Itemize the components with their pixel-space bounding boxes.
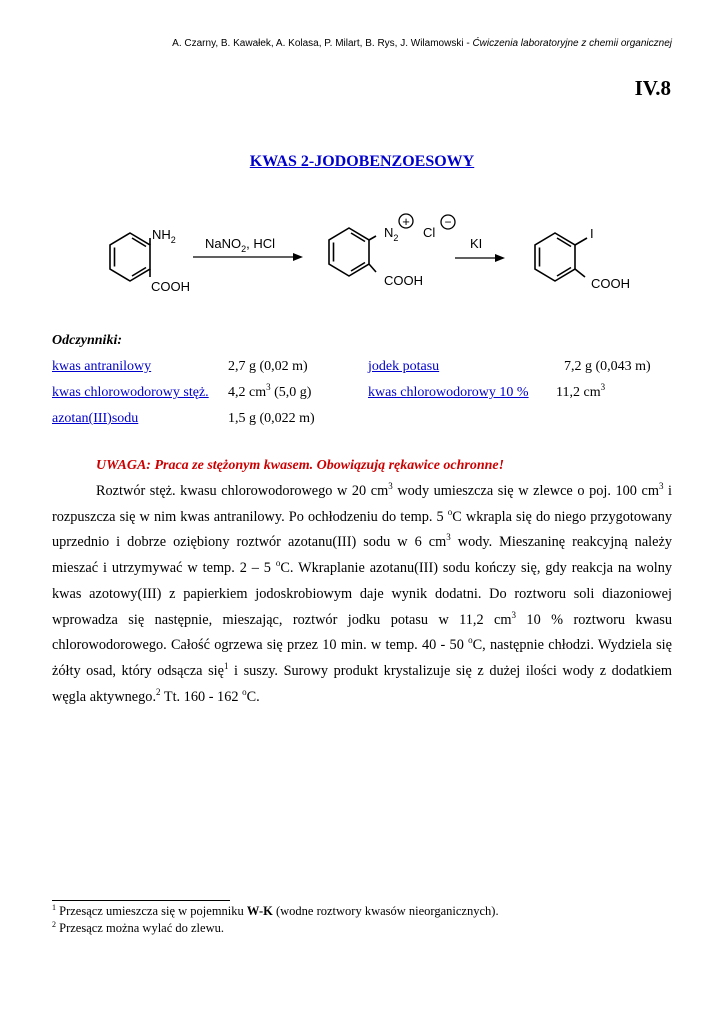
int-acid-label: COOH [384, 273, 423, 288]
reagent-link-sodium-nitrite[interactable]: azotan(III)sodu [52, 411, 139, 426]
header-authors: A. Czarny, B. Kawałek, A. Kolasa, P. Milart, B. Rys, J. Wilamowski - [172, 38, 473, 49]
counterion-label: Cl [423, 225, 436, 240]
section-number: IV.8 [634, 76, 671, 100]
footnote-ref-2: 2 [156, 686, 161, 697]
reagent-link-dilute-hcl[interactable]: kwas chlorowodorowy 10 % [368, 385, 529, 400]
reagent2-label: KI [470, 236, 483, 251]
int-diazonium-label: $N_2$ [384, 225, 399, 243]
benzene-ring-diazonium [329, 228, 376, 276]
reagent-link-potassium-iodide[interactable]: jodek potasu [368, 359, 440, 374]
footnote-2: $^2$ Przesącz można wylać do zlewu. [52, 920, 224, 935]
negative-charge-icon [441, 215, 455, 229]
reaction-arrow-2 [455, 254, 505, 262]
reaction-scheme [0, 205, 724, 315]
reagent-link-anthranilic-acid[interactable]: kwas antranilowy [52, 359, 152, 374]
footnote-ref-1: 1 [223, 660, 229, 671]
header-book-title: Ćwiczenia laboratoryjne z chemii organicznej [472, 38, 672, 49]
reagent-amount: 7,2 g (0,043 m) [564, 359, 651, 374]
svg-text:−: − [444, 215, 452, 229]
benzene-ring-product [535, 233, 587, 281]
positive-charge-icon [399, 214, 413, 229]
reagent1-label: NaNO$_2$, HCl [205, 236, 276, 254]
procedure-paragraph: Roztwór stęż. kwasu chlorowodorowego w 20 $cm^3$ wody umieszcza się w zlewce o poj. 100 $cm^3$ i rozpuszcza się w nim kwas antranilowy. Po ochłodzeniu do temp. 5 $^o$C wkrapla się do niego przygotowany uprzednio i dobrze oziębiony roztwór azotanu(III) sodu w 6 $cm^3$ wody. Mieszaninę reakcyjną należy mieszać i utrzymywać w temp. 2 – 5 $^o$C. Wkraplanie azotanu(III) sodu kończy się, gdy reakcja na wolny kwas azotowy(III) z papierkiem jodoskrobiowym daje wynik dodatni. Do roztworu soli diazoniowej wprowadza się następnie, mieszając, roztwór jodku potasu w 11,2 $cm^3$ 10 % roztworu kwasu chlorowodorowego. Całość ogrzewa się przez 10 min. w temp. 40 - 50 $^o$C, następnie chłodzi. Wydziela się żółty osad, który odsącza się$^1$ i suszy. Surowy produkt krystalizuje się z dużej ilości wody z dodatkiem węgla aktywnego.$^2$ Tt. 160 - 162 $^o$C. [52, 481, 673, 705]
footnote-1: $^1$ Przesącz umieszcza się w pojemniku W-K (wodne roztwory kwasów nieorganicznych). [52, 903, 499, 918]
reagent-amount: 11,2 $cm^3$ [556, 382, 606, 400]
benzene-ring-anthranilic [110, 233, 150, 281]
reaction-arrow-1 [193, 253, 303, 261]
safety-warning: UWAGA: Praca ze stężonym kwasem. Obowiązują rękawice ochronne! [96, 458, 505, 473]
reagents-heading: Odczynniki: [52, 333, 122, 348]
sm-amine-label: $NH_2$ [152, 227, 176, 245]
reagent-link-conc-hcl[interactable]: kwas chlorowodorowy stęż. [52, 385, 209, 400]
prod-iodo-label: I [590, 226, 594, 241]
footnote-divider [52, 900, 230, 901]
page-title[interactable]: KWAS 2-JODOBENZOESOWY [249, 153, 475, 170]
svg-text:+: + [402, 214, 410, 229]
reagent-amount: 1,5 g (0,022 m) [228, 411, 315, 426]
sm-acid-label: COOH [151, 279, 190, 294]
reagent-amount: 4,2 $cm^3$ (5,0 g) [228, 382, 312, 400]
reagent-amount: 2,7 g (0,02 m) [228, 359, 308, 374]
running-header [172, 38, 672, 49]
prod-acid-label: COOH [591, 276, 630, 291]
